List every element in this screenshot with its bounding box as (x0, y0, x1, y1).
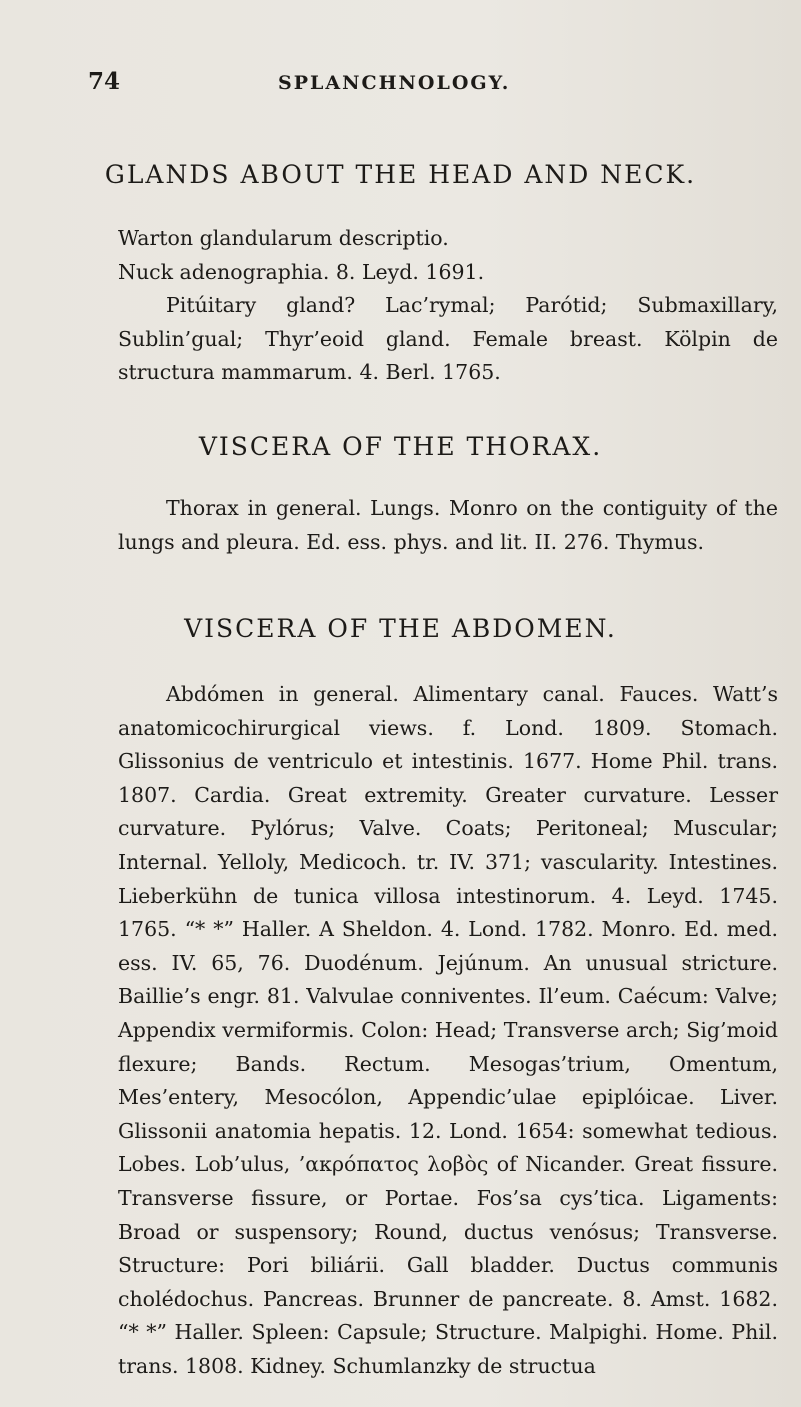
section-heading-thorax: VISCERA OF THE THORAX. (198, 432, 603, 461)
paragraph: Warton glandularum descriptio. (118, 226, 449, 250)
paragraph: Thorax in general. Lungs. Monro on the contiguity of the lungs and pleura. Ed. ess. phys. and lit. II. 276. Thymus. (118, 496, 778, 554)
section-heading-abdomen: VISCERA OF THE ABDOMEN. (184, 614, 617, 643)
running-head (88, 68, 748, 98)
running-title: SPLANCHNOLOGY. (278, 72, 511, 94)
section-body-abdomen (118, 678, 778, 1383)
paragraph: Nuck adenographia. 8. Leyd. 1691. (118, 259, 485, 284)
paragraph: Abdómen in general. Alimentary canal. Fauces. Watt’s anatomicochirurgical views. f. Lond. 1809. Stomach. Glissonius de ventriculo et intestinis. 1677. Home Phil. trans. 1807. Cardia. Great extremity. Greater curvature. Lesser curvature. Pylórus; Valve. Coats; Peritoneal; Muscular; Internal. Yelloly, Medicoch. tr. IV. 371; vascularity. Intestines. Lieberkühn de tunica villosa intestinorum. 4. Leyd. 1745. 1765. “* *” Haller. A Sheldon. 4. Lond. 1782. Monro. Ed. med. ess. IV. 65, 76. Duodénum. Jejúnum. An unusual stricture. Baillie’s engr. 81. Valvulae conniventes. Il’eum. Caécum: Valve; Appendix vermiformis. Colon: Head; Transverse arch; Sig’moid flexure; Bands. Rectum. Mesogas’trium, Omentum, Mes’entery, Mesocólon, Appendic’ulae epiplóicae. Liver. Glissonii anatomia hepatis. 12. Lond. 1654: somewhat tedious. Lobes. Lob’ulus, ’ακρόπατος λοβὸς of Nicander. Great fissure. Transverse fissure, or Portae. Fos’sa cys’tica. Ligaments: Broad or suspensory; Round, ductus venósus; Transverse. Structure: Pori biliárii. Gall bladder. Ductus communis cholédochus. Pancreas. Brunner de pancreate. 8. Amst. 1682. “* *” Haller. Spleen: Capsule; Structure. Malpighi. Home. Phil. trans. 1808. Kidney. Schumlanzky de structua (118, 682, 778, 1378)
section-heading-glands: GLANDS ABOUT THE HEAD AND NECK. (104, 160, 697, 189)
section-body-glands (118, 222, 778, 390)
section-body-thorax (118, 492, 778, 559)
paragraph: Pitúitary gland? Lac’rymal; Parótid; Submaxillary, Sublin’gual; Thyr’eoid gland. Female breast. Kölpin de structura mammarum. 4. Berl. 1765. (118, 293, 778, 385)
page-number: 74 (88, 68, 121, 95)
